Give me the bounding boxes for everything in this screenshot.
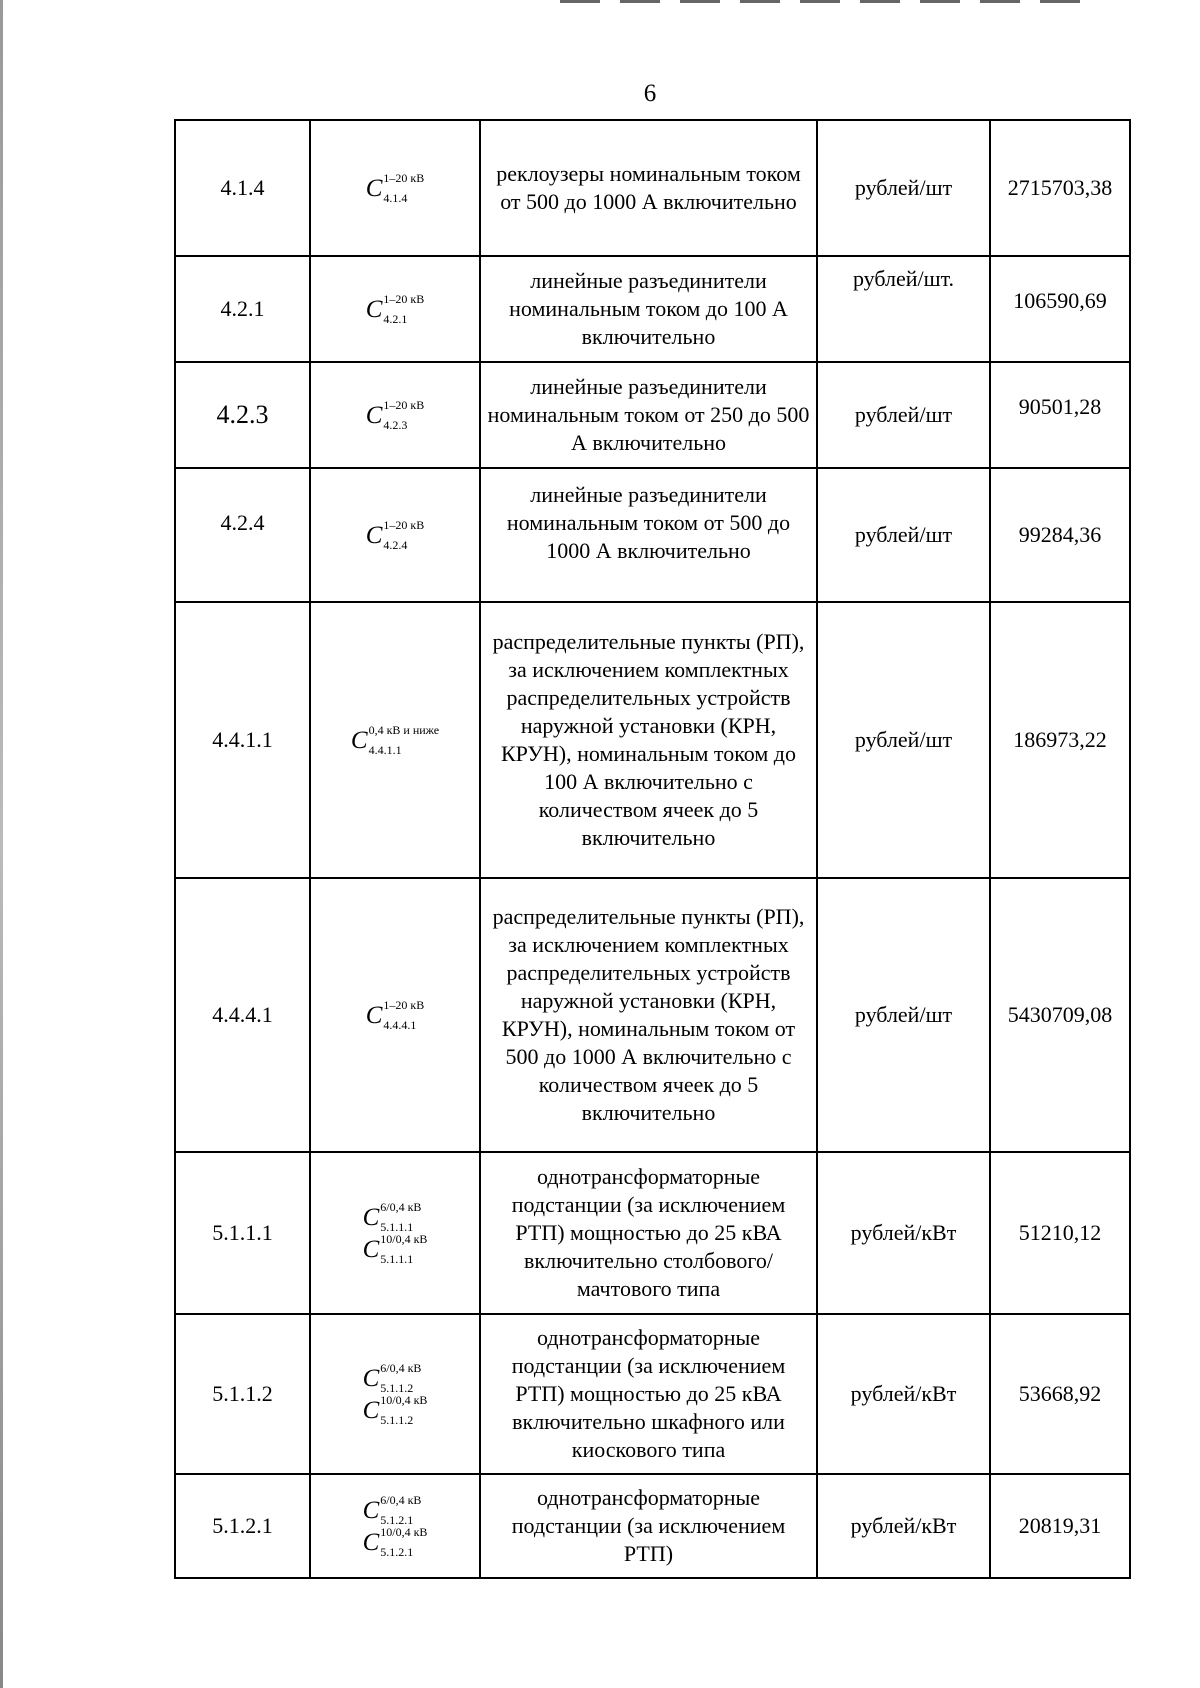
row-value: 2715703,38: [990, 120, 1130, 256]
row-code: 5.1.1.2: [175, 1314, 310, 1474]
row-value: 106590,69: [990, 256, 1130, 362]
row-unit: рублей/шт.: [817, 256, 990, 362]
row-unit: рублей/шт: [817, 602, 990, 878]
row-code: 4.1.4: [175, 120, 310, 256]
rate-symbol: C 10/0,4 кВ 5.1.1.1: [362, 1231, 428, 1266]
table-row: [175, 468, 1130, 602]
rate-symbol: C 1–20 кВ 4.1.4: [365, 170, 425, 205]
table-row: [175, 256, 1130, 362]
table-row: [175, 362, 1130, 468]
rate-symbol: C 1–20 кВ 4.2.1: [365, 291, 425, 326]
row-value: 90501,28: [990, 362, 1130, 468]
row-description: однотрансформаторные подстанции (за исключением РТП): [480, 1474, 817, 1578]
table-row: [175, 1474, 1130, 1578]
table-row: [175, 878, 1130, 1152]
row-unit: рублей/кВт: [817, 1314, 990, 1474]
row-value: 20819,31: [990, 1474, 1130, 1578]
rate-symbol-cell: [310, 602, 480, 878]
tariff-table: [174, 119, 1131, 1579]
row-unit: рублей/шт: [817, 362, 990, 468]
row-code: 4.2.4: [175, 468, 310, 602]
table-row: [175, 1314, 1130, 1474]
row-value: 186973,22: [990, 602, 1130, 878]
row-description: линейные разъединители номинальным током до 100 А включительно: [480, 256, 817, 362]
row-unit: рублей/кВт: [817, 1152, 990, 1314]
rate-symbol-cell: [310, 468, 480, 602]
rate-symbol-cell: [310, 1152, 480, 1314]
row-description: однотрансформаторные подстанции (за исключением РТП) мощностью до 25 кВА включительно шкафного или киоскового типа: [480, 1314, 817, 1474]
rate-symbol-cell: [310, 1314, 480, 1474]
rate-symbol: C 10/0,4 кВ 5.1.1.2: [362, 1392, 428, 1427]
row-unit: рублей/шт: [817, 120, 990, 256]
rate-symbol-stack: [363, 1361, 428, 1427]
row-code: 5.1.2.1: [175, 1474, 310, 1578]
row-code: 5.1.1.1: [175, 1152, 310, 1314]
scan-edge-top: [560, 0, 1080, 3]
row-code: 4.2.3: [175, 362, 310, 468]
table-row: [175, 120, 1130, 256]
page-number: 6: [643, 80, 657, 107]
rate-symbol: C 6/0,4 кВ 5.1.2.1: [362, 1493, 422, 1527]
rate-symbol-cell: [310, 120, 480, 256]
rate-symbol-cell: [310, 256, 480, 362]
rate-symbol-stack: [363, 1200, 428, 1266]
row-value: 53668,92: [990, 1314, 1130, 1474]
row-description: линейные разъединители номинальным током от 250 до 500 А включительно: [480, 362, 817, 468]
rate-symbol: C 1–20 кВ 4.2.3: [365, 397, 425, 432]
rate-symbol: C 1–20 кВ 4.4.4.1: [365, 997, 425, 1032]
row-code: 4.4.1.1: [175, 602, 310, 878]
rate-symbol: C 10/0,4 кВ 5.1.2.1: [362, 1524, 428, 1559]
rate-symbol-cell: [310, 362, 480, 468]
rate-symbol: C 6/0,4 кВ 5.1.1.2: [362, 1361, 422, 1395]
row-description: распределительные пункты (РП), за исключением комплектных распределительных устройств наружной установки (КРН, КРУН), номинальным током до 100 А включительно с количеством ячеек до 5 включительно: [480, 602, 817, 878]
row-value: 99284,36: [990, 468, 1130, 602]
row-description: распределительные пункты (РП), за исключением комплектных распределительных устройств наружной установки (КРН, КРУН), номинальным током от 500 до 1000 А включительно с количеством ячеек до 5 включительно: [480, 878, 817, 1152]
row-code: 4.4.4.1: [175, 878, 310, 1152]
row-unit: рублей/кВт: [817, 1474, 990, 1578]
rate-symbol: C 6/0,4 кВ 5.1.1.1: [362, 1200, 422, 1234]
row-description: линейные разъединители номинальным током от 500 до 1000 А включительно: [480, 468, 817, 602]
rate-symbol-cell: [310, 878, 480, 1152]
table-row: [175, 602, 1130, 878]
row-value: 5430709,08: [990, 878, 1130, 1152]
rate-symbol-stack: [363, 1493, 428, 1559]
rate-symbol: C 0,4 кВ и ниже 4.4.1.1: [350, 722, 440, 757]
row-value: 51210,12: [990, 1152, 1130, 1314]
table-row: [175, 1152, 1130, 1314]
rate-symbol-cell: [310, 1474, 480, 1578]
row-code: 4.2.1: [175, 256, 310, 362]
scan-edge-left: [0, 0, 3, 1688]
row-description: однотрансформаторные подстанции (за исключением РТП) мощностью до 25 кВА включительно столбового/мачтового типа: [480, 1152, 817, 1314]
row-unit: рублей/шт: [817, 468, 990, 602]
row-description: реклоузеры номинальным током от 500 до 1000 А включительно: [480, 120, 817, 256]
rate-symbol: C 1–20 кВ 4.2.4: [365, 517, 425, 552]
row-unit: рублей/шт: [817, 878, 990, 1152]
